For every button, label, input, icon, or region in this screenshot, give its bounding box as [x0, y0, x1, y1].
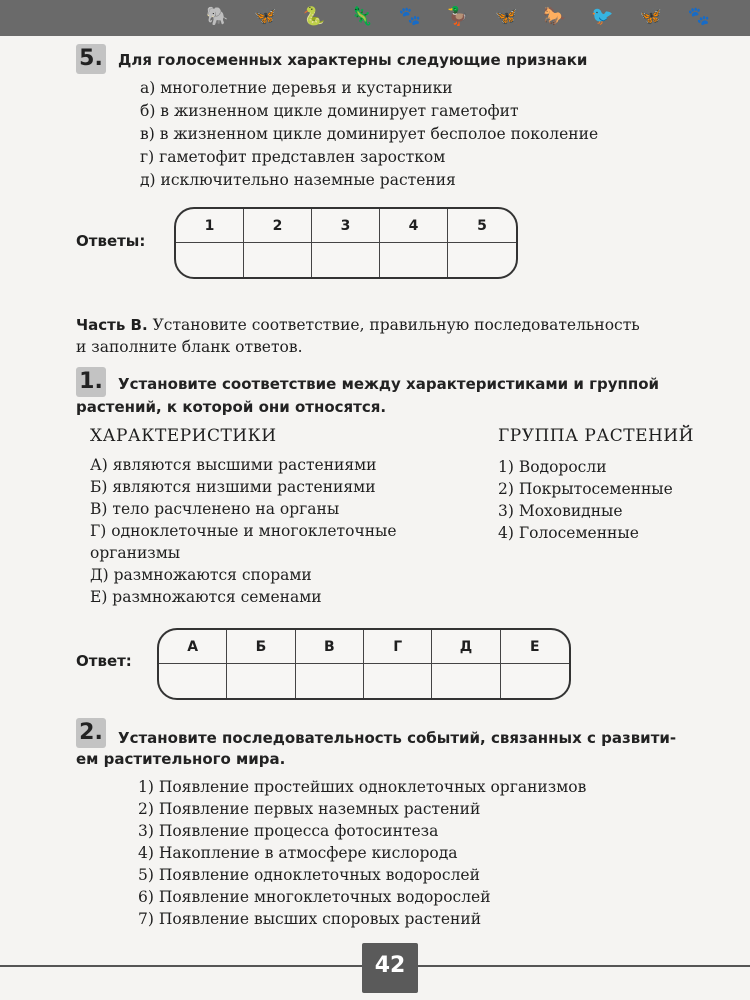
animal-silhouettes-decoration: 🐘 🦋 🐍 🦎 🐾 🦆 🦋 🐎 🐦 🦋 🐾 — [206, 6, 720, 27]
grid-header-cell: Д — [432, 630, 500, 664]
plant-groups-heading: ГРУППА РАСТЕНИЙ — [498, 426, 694, 446]
question-b2-number: 2. — [76, 718, 106, 748]
characteristic-g-continued: организмы — [90, 544, 181, 562]
option-v: в) в жизненном цикле доминирует бесполое поколение — [140, 125, 599, 143]
answer-grid-q5 — [174, 207, 518, 279]
answer-cell-1[interactable] — [176, 243, 244, 277]
grid-header-cell: Г — [364, 630, 432, 664]
answer-cell-b[interactable] — [227, 664, 295, 698]
question-b2-line1: Установите последовательность событий, связанных с развити- — [118, 729, 677, 747]
characteristic-b: Б) являются низшими растениями — [90, 478, 376, 496]
characteristic-e: Е) размножаются семенами — [90, 588, 322, 606]
question-5-number: 5. — [76, 44, 106, 74]
option-b: б) в жизненном цикле доминирует гаметофит — [140, 102, 519, 120]
answer-cell-4[interactable] — [380, 243, 448, 277]
answer-label: Ответ: — [76, 652, 132, 670]
grid-header-cell: 4 — [380, 209, 448, 243]
characteristic-v: В) тело расчленено на органы — [90, 500, 340, 518]
answer-cell-d[interactable] — [432, 664, 500, 698]
question-b1-line1: Установите соответствие между характеристиками и группой — [118, 375, 660, 393]
option-a: а) многолетние деревья и кустарники — [140, 79, 453, 97]
grid-header-cell: 2 — [244, 209, 312, 243]
sequence-item-1: 1) Появление простейших одноклеточных организмов — [138, 778, 587, 796]
sequence-item-2: 2) Появление первых наземных растений — [138, 800, 481, 818]
grid-header-cell: Б — [227, 630, 295, 664]
question-b1-line2: растений, к которой они относятся. — [76, 398, 387, 416]
header-banner — [0, 0, 750, 36]
part-b-instruction-line2: и заполните бланк ответов. — [76, 338, 303, 356]
grid-header-cell: 3 — [312, 209, 380, 243]
sequence-item-7: 7) Появление высших споровых растений — [138, 910, 482, 928]
sequence-item-4: 4) Накопление в атмосфере кислорода — [138, 844, 458, 862]
answer-cell-5[interactable] — [448, 243, 516, 277]
answer-cell-a[interactable] — [159, 664, 227, 698]
characteristic-g: Г) одноклеточные и многоклеточные — [90, 522, 397, 540]
grid-header-cell: А — [159, 630, 227, 664]
answer-cell-e[interactable] — [501, 664, 569, 698]
sequence-item-5: 5) Появление одноклеточных водорослей — [138, 866, 480, 884]
grid-header-cell: Е — [501, 630, 569, 664]
part-b-title: Часть В. — [76, 316, 148, 334]
sequence-item-6: 6) Появление многоклеточных водорослей — [138, 888, 491, 906]
characteristics-heading: ХАРАКТЕРИСТИКИ — [90, 426, 277, 446]
question-5-text: Для голосеменных характерны следующие признаки — [118, 51, 588, 69]
answers-label: Ответы: — [76, 232, 146, 250]
answer-cell-2[interactable] — [244, 243, 312, 277]
group-1: 1) Водоросли — [498, 458, 607, 476]
part-b-text: Установите соответствие, правильную последовательность — [147, 316, 640, 334]
question-b2-line2: ем растительного мира. — [76, 750, 286, 768]
grid-header-cell: 5 — [448, 209, 516, 243]
page-number: 42 — [362, 943, 418, 993]
grid-header-cell: 1 — [176, 209, 244, 243]
option-g: г) гаметофит представлен заростком — [140, 148, 446, 166]
characteristic-a: А) являются высшими растениями — [90, 456, 377, 474]
characteristic-d: Д) размножаются спорами — [90, 566, 312, 584]
question-b1-number: 1. — [76, 367, 106, 397]
answer-grid-b1 — [157, 628, 571, 700]
sequence-item-3: 3) Появление процесса фотосинтеза — [138, 822, 439, 840]
group-4: 4) Голосеменные — [498, 524, 639, 542]
part-b-instruction — [76, 314, 716, 336]
group-2: 2) Покрытосеменные — [498, 480, 673, 498]
option-d: д) исключительно наземные растения — [140, 171, 456, 189]
answer-cell-3[interactable] — [312, 243, 380, 277]
answer-cell-g[interactable] — [364, 664, 432, 698]
answer-cell-v[interactable] — [296, 664, 364, 698]
group-3: 3) Моховидные — [498, 502, 623, 520]
grid-header-cell: В — [296, 630, 364, 664]
